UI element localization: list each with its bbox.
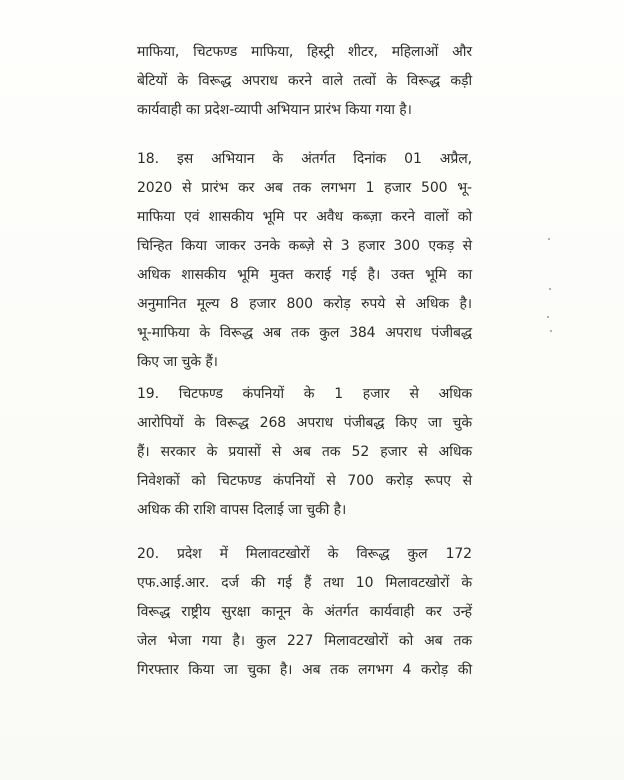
text-line: विरूद्ध राष्ट्रीय सुरक्षा कानून के अंतर्गत कार्यवाही कर उन्हें bbox=[137, 604, 472, 620]
text-line: 20. प्रदेश में मिलावटखोरों के विरूद्ध कुल 172 bbox=[137, 546, 472, 562]
paragraph-19 bbox=[137, 380, 472, 525]
text-line: किए जा चुके हैं। bbox=[137, 354, 218, 370]
text-line: 19. चिटफण्ड कंपनियों के 1 हजार से अधिक bbox=[137, 386, 472, 402]
text-line: बेटियों के विरूद्ध अपराध करने वाले तत्वों के विरूद्ध कड़ी bbox=[137, 73, 472, 89]
text-line: अनुमानित मूल्य 8 हजार 800 करोड़ रुपये से अधिक है। bbox=[137, 296, 472, 312]
text-line: कार्यवाही का प्रदेश-व्यापी अभियान प्रारंभ किया गया है। bbox=[137, 102, 412, 118]
text-line: माफिया एवं शासकीय भूमि पर अवैध कब्ज़ा करने वालों को bbox=[137, 209, 472, 225]
text-line: माफिया, चिटफण्ड माफिया, हिस्ट्री शीटर, महिलाओं और bbox=[137, 44, 472, 60]
text-line: एफ.आई.आर. दर्ज की गई हैं तथा 10 मिलावटखोरों के bbox=[137, 575, 472, 591]
text-line: आरोपियों के विरूद्ध 268 अपराध पंजीबद्ध किए जा चुके bbox=[137, 415, 472, 431]
text-line: 18. इस अभियान के अंतर्गत दिनांक 01 अप्रैल, bbox=[137, 151, 472, 167]
text-line: निवेशकों को चिटफण्ड कंपनियों से 700 करोड़ रूपए से bbox=[137, 473, 472, 489]
text-line: गिरफ्तार किया जा चुका है। अब तक लगभग 4 करोड़ की bbox=[137, 662, 472, 678]
continuation-paragraph bbox=[137, 38, 472, 125]
text-line: 2020 से प्रारंभ कर अब तक लगभग 1 हजार 500 भू- bbox=[137, 180, 472, 196]
text-line: चिन्हित किया जाकर उनके कब्ज़े से 3 हजार 300 एकड़ से bbox=[137, 238, 472, 254]
text-line: जेल भेजा गया है। कुल 227 मिलावटखोरों को अब तक bbox=[137, 633, 472, 649]
scan-speck bbox=[547, 316, 549, 318]
scan-speck bbox=[549, 288, 551, 290]
text-line: हैं। सरकार के प्रयासों से अब तक 52 हजार से अधिक bbox=[137, 444, 472, 460]
text-line: अधिक शासकीय भूमि मुक्त कराई गई है। उक्त भूमि का bbox=[137, 267, 472, 283]
text-line: अधिक की राशि वापस दिलाई जा चुकी है। bbox=[137, 502, 347, 518]
text-line: भू-माफिया के विरूद्ध अब तक कुल 384 अपराध पंजीबद्ध bbox=[137, 325, 472, 341]
paragraph-20 bbox=[137, 540, 472, 685]
paragraph-18 bbox=[137, 145, 472, 377]
scan-speck bbox=[548, 238, 550, 240]
scan-speck bbox=[550, 330, 552, 332]
